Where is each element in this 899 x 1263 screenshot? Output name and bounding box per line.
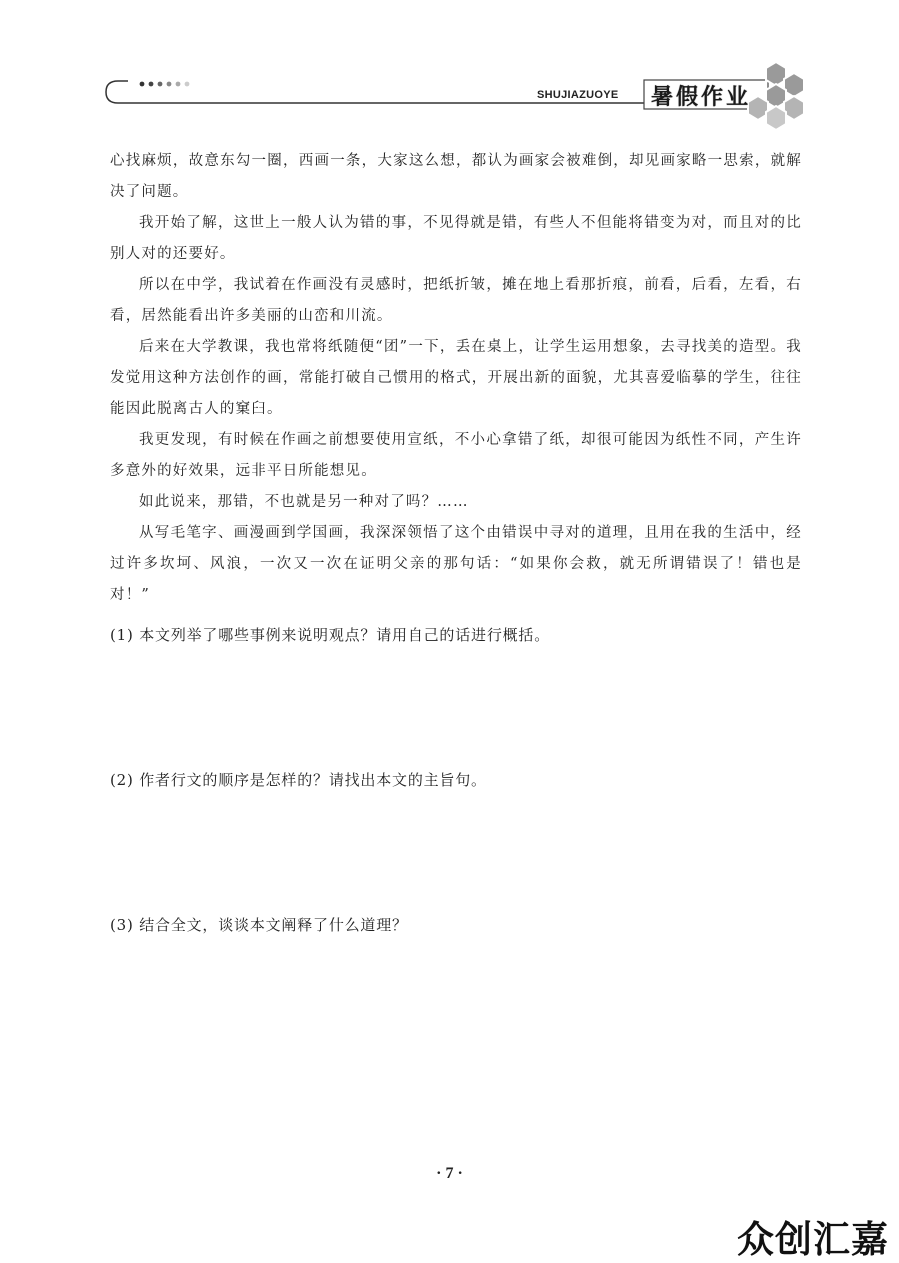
header-decoration: [0, 0, 899, 140]
header-title: 暑假作业: [651, 85, 752, 110]
page-number: · 7 ·: [436, 1165, 463, 1182]
passage-paragraph: 从写毛笔字、画漫画到学国画，我深深领悟了这个由错误中寻对的道理，且用在我的生活中，经过许多坎坷、风浪，一次又一次在证明父亲的那句话：“如果你会救，就无所谓错误了！错也是对！”: [110, 525, 802, 603]
question-3: (3) 结合全文，谈谈本文阐释了什么道理？: [110, 916, 408, 934]
question-2: (2) 作者行文的顺序是怎样的？请找出本文的主旨句。: [110, 771, 487, 789]
passage-paragraph: 所以在中学，我试着在作画没有灵感时，把纸折皱，摊在地上看那折痕，前看，后看，左看，右看，居然能看出许多美丽的山峦和川流。: [110, 277, 802, 324]
header-dots-icon: [140, 82, 190, 87]
passage-paragraph: 如此说来，那错，不也就是另一种对了吗？……: [139, 494, 469, 510]
header-latin-label: SHUJIAZUOYE: [537, 89, 619, 101]
passage-paragraph: 我更发现，有时候在作画之前想要使用宣纸，不小心拿错了纸，却很可能因为纸性不同，产生许多意外的好效果，远非平日所能想见。: [110, 432, 802, 479]
reading-passage: [110, 146, 802, 611]
watermark-logo: 众创汇嘉: [737, 1218, 889, 1261]
passage-paragraph: 心找麻烦，故意东勾一圈，西画一条，大家这么想，都认为画家会被难倒，却见画家略一思索，就解决了问题。: [110, 153, 802, 200]
passage-paragraph: 我开始了解，这世上一般人认为错的事，不见得就是错，有些人不但能将错变为对，而且对的比别人对的还要好。: [110, 215, 802, 262]
passage-paragraph: 后来在大学教课，我也常将纸随便“团”一下，丢在桌上，让学生运用想象，去寻找美的造型。我发觉用这种方法创作的画，常能打破自己惯用的格式，开展出新的面貌，尤其喜爱临摹的学生，往往能因此脱离古人的窠臼。: [110, 339, 802, 417]
page-header: [0, 0, 899, 140]
question-1: (1) 本文列举了哪些事例来说明观点？请用自己的话进行概括。: [110, 626, 551, 644]
hexagon-cluster-icon: [748, 62, 804, 130]
